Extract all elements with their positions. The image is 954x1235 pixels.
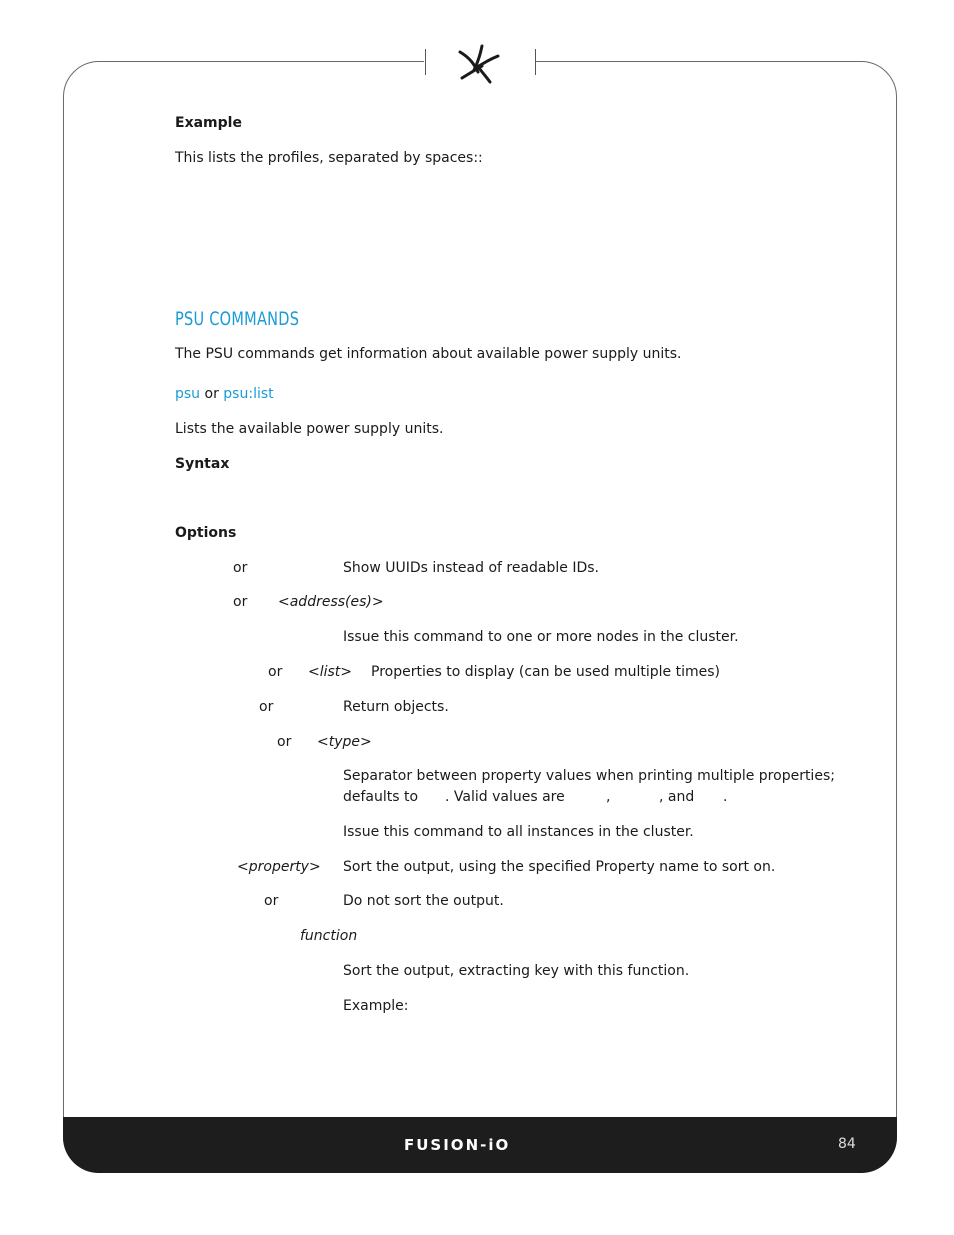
header-tick-right <box>535 49 536 75</box>
option-all-desc: Issue this command to all instances in the cluster. <box>343 824 694 840</box>
syntax-heading: Syntax <box>175 456 230 472</box>
option-function-example: Example: <box>343 998 409 1014</box>
option-uuid-desc: Show UUIDs instead of readable IDs. <box>343 560 599 576</box>
option-objects-or: or <box>259 699 274 715</box>
option-separator-desc-d: , and <box>659 789 695 805</box>
section-title: PSU COMMANDS <box>175 308 300 330</box>
page-number: 84 <box>838 1136 856 1152</box>
option-separator-or: or <box>277 734 292 750</box>
page-frame <box>63 61 897 1173</box>
option-list-arg: <list> <box>308 664 353 680</box>
options-heading: Options <box>175 525 237 541</box>
command-or: or <box>204 386 219 402</box>
footer-brand-logo: FUSION-iO <box>404 1136 511 1154</box>
option-nosort-desc: Do not sort the output. <box>343 893 504 909</box>
option-separator-arg: <type> <box>317 734 372 750</box>
option-objects-desc: Return objects. <box>343 699 449 715</box>
option-nosort-or: or <box>264 893 279 909</box>
option-uuid-or: or <box>233 560 248 576</box>
option-sort-arg: <property> <box>237 859 321 875</box>
option-separator-desc-e: . <box>723 789 728 805</box>
option-separator-desc-line1: Separator between property values when printing multiple properties; <box>343 768 835 784</box>
option-separator-desc-b: . Valid values are <box>445 789 565 805</box>
option-list-desc: Properties to display (can be used multiple times) <box>371 664 721 680</box>
example-heading: Example <box>175 115 242 131</box>
command-psu: psu <box>175 386 201 402</box>
option-address-arg: <address(es)> <box>278 594 384 610</box>
option-address-or: or <box>233 594 248 610</box>
section-intro: The PSU commands get information about available power supply units. <box>175 346 682 362</box>
option-address-desc: Issue this command to one or more nodes in the cluster. <box>343 629 739 645</box>
option-separator-desc-c: , <box>606 789 611 805</box>
example-text: This lists the profiles, separated by spaces:: <box>175 150 483 166</box>
option-function-arg: function <box>300 928 358 944</box>
command-heading <box>175 385 274 403</box>
fusion-logo-icon <box>452 42 506 86</box>
option-list-or: or <box>268 664 283 680</box>
command-psu-list: psu:list <box>223 386 274 402</box>
command-description: Lists the available power supply units. <box>175 421 444 437</box>
option-separator-desc-a: defaults to <box>343 789 419 805</box>
option-sort-desc: Sort the output, using the specified Property name to sort on. <box>343 859 776 875</box>
option-function-desc: Sort the output, extracting key with this function. <box>343 963 690 979</box>
header-tick-left <box>425 49 426 75</box>
